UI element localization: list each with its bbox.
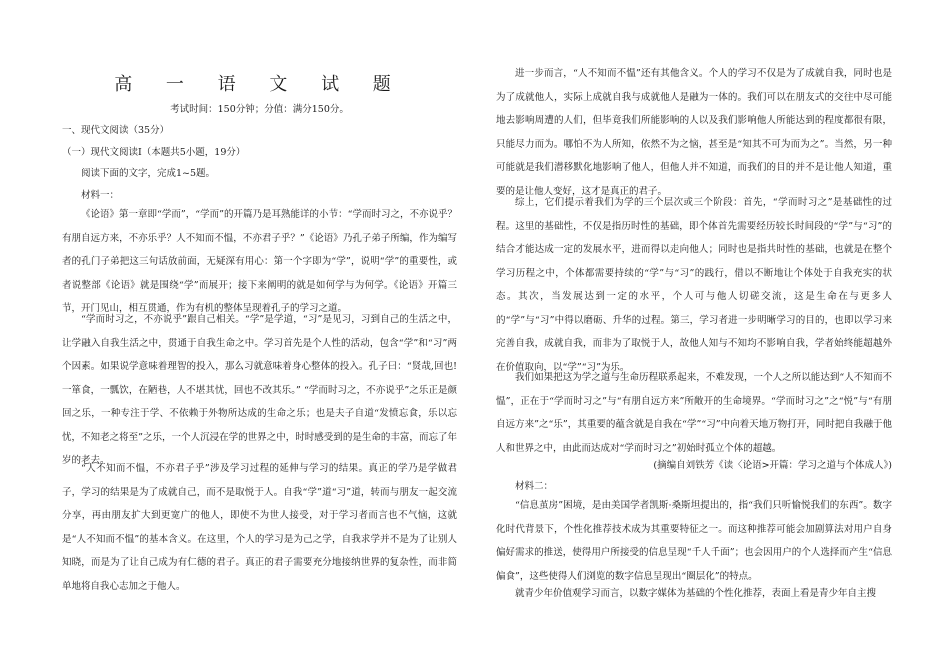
material-two-paragraph: “信息茧房”困境，是由美国学者凯斯·桑斯坦提出的，指“我们只听愉悦我们的东西”。数字化时代背景下，个性化推荐技术成为其重要特征之一。而这种推荐可能会加剧算法对用户自身偏好需求的推送，使得用户所接受的信息呈现“千人千面”；也会因用户的个人选择而产生“信息偏食”，这些使得人们浏览的数字信息呈现出“圈层化”的特点。	[496, 500, 892, 582]
material-two-paragraph: 就青少年价值观学习而言，以数字媒体为基础的个性化推荐，表面上看是青少年自主搜	[515, 588, 877, 599]
instruction-text: 阅读下面的文字，完成1~5题。	[81, 168, 216, 179]
left-paragraph: “人不知而不愠，不亦君子乎”涉及学习过程的延伸与学习的结果。真正的学乃是学做君子，学习的结果是为了成就自己，而不是取悦于人。自我“学”道“习”道，转而与朋友一起交流分享，再由朋友扩大到更宽广的他人，即使不为世人接受，对于学习者而言也不气恼，这就是“人不知而不愠”的基本含义。在这里，个人的学习是为己之学，自我求学并不是为了让别人知晓，而是为了让自己成为有仁德的君子。真正的君子需要充分地接纳世界的复杂性，而非简单地将自我心志加之于他人。	[62, 463, 457, 592]
subsection-heading: （一）现代文阅读Ⅰ（本题共5小题，19分）	[62, 147, 246, 158]
left-paragraph: “学而时习之，不亦说乎”跟自己相关。“学”是学道，“习”是见习，习到自己的生活之中，让学融入自我生活之中，贯通于自我生命之中。学习首先是个人性的活动，包含“学”和“习”两个因素。如果说学意味着理智的投入，那么习就意味着身心整体的投入。孔子曰：“贤哉,回也!一箪食，一瓢饮，在陋巷，人不堪其忧，回也不改其乐。” “学而时习之，不亦说乎”之乐正是颜回之乐，一种专注于学、不依赖于外物所达成的生命之乐；也是夫子自道“发愤忘食，乐以忘忧，不知老之将至”之乐，一个人沉浸在学的世界之中，时时感受到的是生命的丰富，而忘了年岁的老去。	[62, 314, 457, 466]
right-paragraph: 我们如果把这为学之道与生命历程联系起来，不难发现，一个人之所以能达到“人不知而不愠”，正在于“学而时习之”与“有朋自远方来”所敞开的生命境界。“学而时习之”之“悦”与“有朋自远方来”之“乐”，其重要的蕴含就是自我在“学”“习”中向着天地万物打开，同时把自我融于他人和世界之中，由此而达成对“学而时习之”初始时孤立个体的超越。	[496, 372, 892, 454]
right-paragraph: 综上，它们提示着我们为学的三个层次或三个阶段：首先，“学而时习之”是基础性的过程。这里的基础性，不仅是指历时性的基础，即个体首先需要经历较长时间段的“学”与“习”的结合才能达成一定的发展水平，进而得以走向他人；同时也是指共时性的基础，也就是在整个学习历程之中，个体都需要持续的“学”与“习”的践行，借以不断地让个体处于自我充实的状态。其次，当发展达到一定的水平，个人可与他人切磋交流，这是生命在与更多人的“学”与“习”中得以磨砺、升华的过程。第三，学习者进一步明晰学习的目的，也即以学习来完善自我，成就自我，而非为了取悦于人，故他人知与不知均不影响自我，学者始终能超越外在价值取向，以“学”“习”为乐。	[496, 197, 892, 373]
source-citation: (摘编自刘铁芳《读〈论语>开篇：学习之道与个体成人》)	[653, 460, 892, 471]
section-heading: 一、现代文阅读（35分）	[62, 125, 170, 136]
exam-title: 高 一 语 文 试 题	[114, 74, 405, 95]
left-paragraph: 《论语》第一章即“学而”，“学而”的开篇乃是耳熟能详的小节：“学而时习之，不亦说乎？有朋自远方来，不亦乐乎？人不知而不愠，不亦君子乎？”《论语》乃孔子弟子所编，作为编写者的孔门子弟把这三句话放前面，无疑深有用心：第一个字即为“学”，说明“学”的重要性，或者说整部《论语》就是围绕“学”而展开；接下来阐明的就是如何学与为何学。《论语》开篇三节，开门见山，相互贯通，作为有机的整体呈现着孔子的学习之道。	[62, 209, 457, 314]
material-two-label: 材料二：	[515, 481, 554, 492]
right-paragraph: 进一步而言，“人不知而不愠”还有其他含义。个人的学习不仅是为了成就自我，同时也是为了成就他人，实际上成就自我与成就他人是融为一体的。我们可以在朋友式的交往中尽可能地去影响周遭的人们，但毕竟我们所能影响的人以及我们影响他人所能达到的程度都很有限，只能尽力而为。哪怕不为人所知，依然不为之恼，甚至是“知其不可为而为之”。当然，另一种可能就是我们潜移默化地影响了他人，但他人并不知道，而我们的目的并不是让他人知道，重要的是让他人变好，这才是真正的君子。	[496, 68, 892, 197]
exam-meta: 考试时间：150分钟；分值：满分150分。	[170, 104, 349, 115]
material-one-label: 材料一：	[81, 190, 120, 201]
